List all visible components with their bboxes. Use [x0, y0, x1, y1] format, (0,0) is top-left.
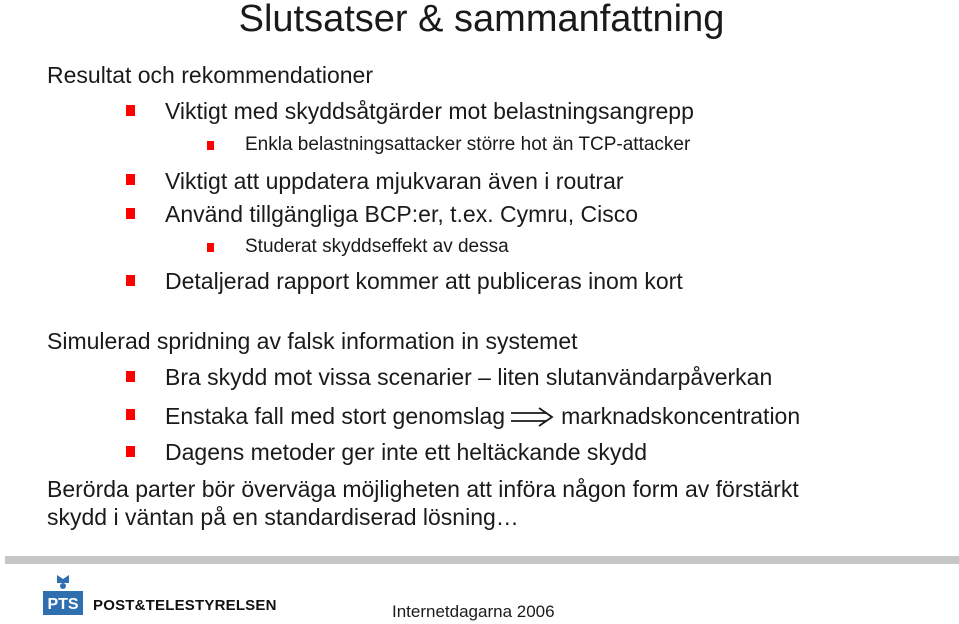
bullet-square-icon: [126, 105, 135, 116]
bullet-item-part: Enstaka fall med stort genomslag: [165, 403, 506, 429]
sub-bullet-item: Enkla belastningsattacker större hot än TCP-attacker: [245, 134, 691, 155]
bullet-item: [165, 403, 800, 430]
sub-bullet-square-icon: [207, 141, 214, 150]
conclusion-line: Berörda parter bör överväga möjligheten att införa någon form av förstärkt: [47, 476, 799, 502]
bullet-item-part: marknadskoncentration: [561, 403, 801, 429]
section-heading-simulation: Simulerad spridning av falsk information in systemet: [47, 328, 578, 354]
footer-divider: [5, 556, 959, 564]
sub-bullet-item: Studerat skyddseffekt av dessa: [245, 236, 509, 257]
bullet-item: Dagens metoder ger inte ett heltäckande skydd: [165, 439, 648, 465]
bullet-square-icon: [126, 446, 135, 457]
slide-title: Slutsatser & sammanfattning: [238, 0, 725, 40]
bullet-item: Detaljerad rapport kommer att publiceras inom kort: [165, 268, 683, 294]
section-heading-results: Resultat och rekommendationer: [47, 62, 373, 88]
pts-logo-icon: [43, 573, 83, 617]
svg-text:PTS: PTS: [47, 596, 79, 613]
bullet-square-icon: [126, 208, 135, 219]
bullet-item: Bra skydd mot vissa scenarier – liten slutanvändarpåverkan: [165, 364, 773, 390]
bullet-square-icon: [126, 409, 135, 420]
bullet-square-icon: [126, 371, 135, 382]
brand-name: POST&TELESTYRELSEN: [93, 597, 277, 614]
sub-bullet-square-icon: [207, 243, 214, 252]
footer-event: Internetdagarna 2006: [392, 602, 555, 621]
bullet-item: Viktigt att uppdatera mjukvaran även i routrar: [165, 168, 624, 194]
bullet-square-icon: [126, 275, 135, 286]
bullet-item: Använd tillgängliga BCP:er, t.ex. Cymru, Cisco: [165, 201, 638, 227]
conclusion-line: skydd i väntan på en standardiserad lösning…: [47, 504, 519, 530]
bullet-item: Viktigt med skyddsåtgärder mot belastningsangrepp: [165, 98, 694, 124]
implies-arrow-icon: [511, 407, 555, 427]
bullet-square-icon: [126, 174, 135, 185]
